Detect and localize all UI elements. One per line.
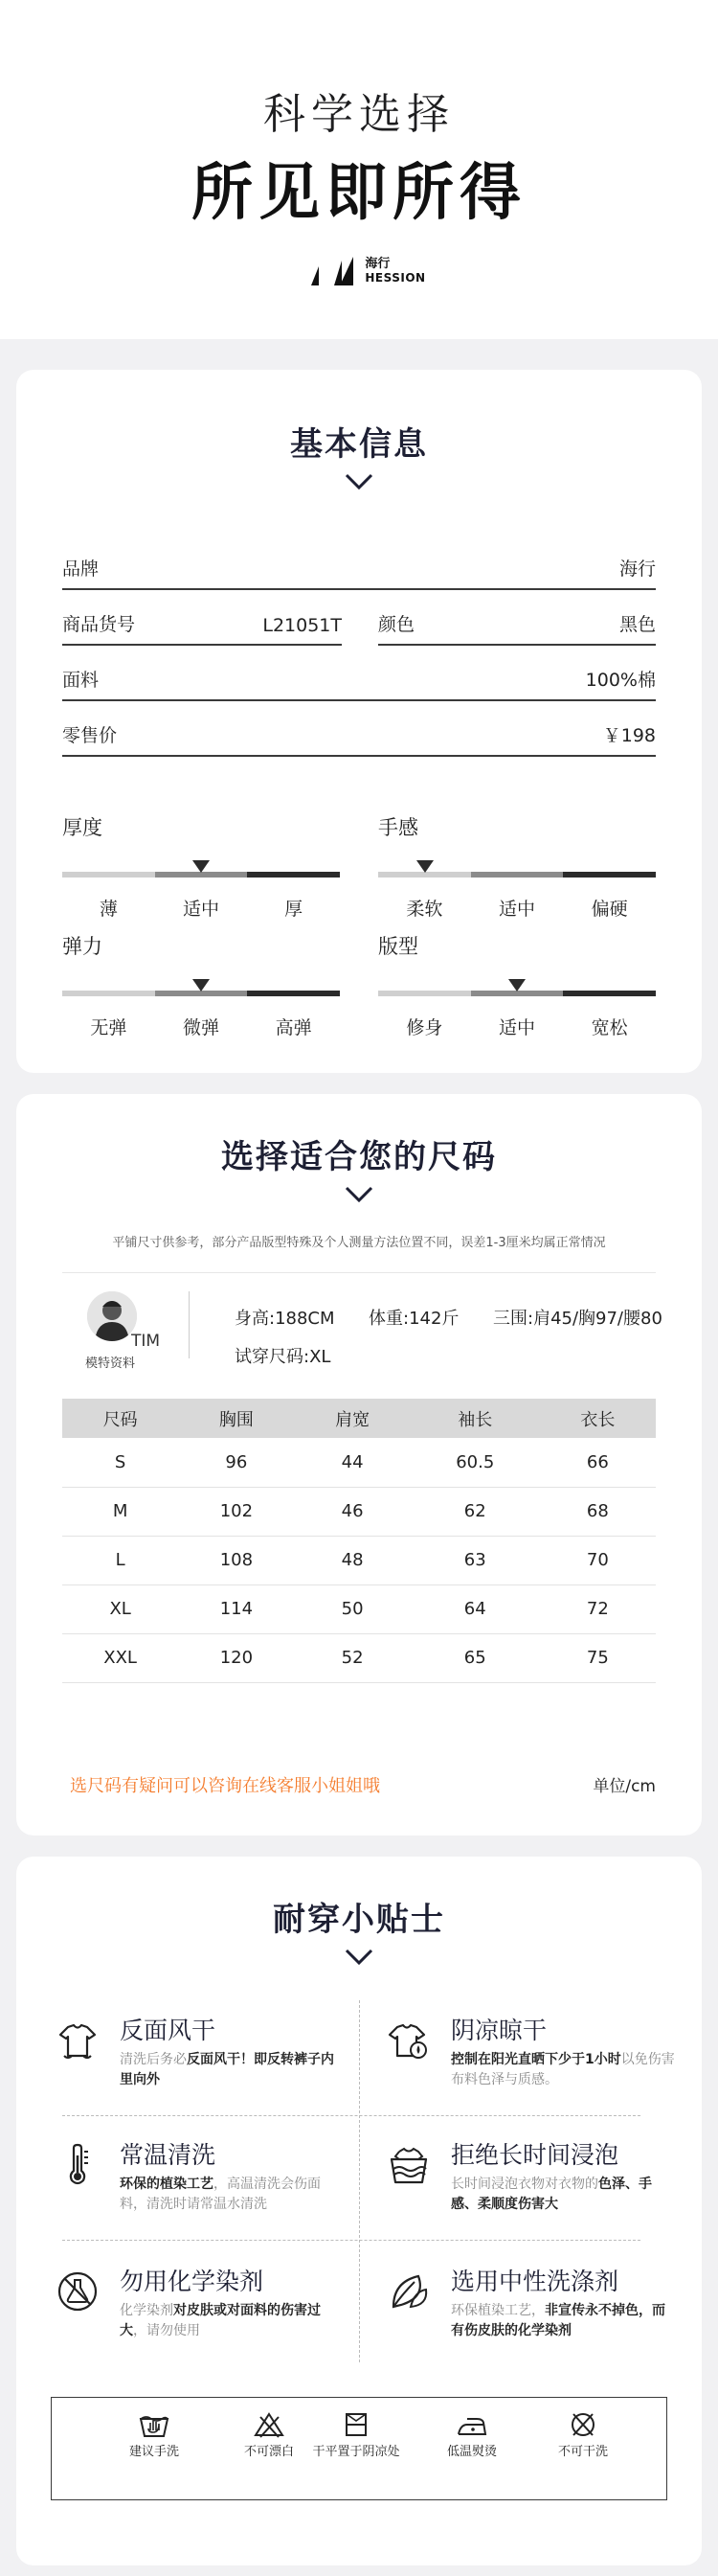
table-row <box>62 1633 656 1682</box>
sun-shirt-icon <box>386 2017 432 2063</box>
tip-item <box>55 2263 342 2368</box>
info-label: 面料 <box>62 670 100 691</box>
thermometer-icon <box>55 2142 101 2188</box>
scale-label: 弹力 <box>62 935 102 958</box>
shirt-icon <box>55 2017 101 2063</box>
table-cell: 63 <box>411 1536 540 1584</box>
tip-title: 阴凉晾干 <box>451 2017 548 2044</box>
info-value: ￥198 <box>602 725 656 746</box>
info-row-price <box>62 724 656 757</box>
scale-elasticity <box>62 931 340 1039</box>
care-item <box>101 2411 207 2461</box>
table-header-row <box>62 1399 656 1438</box>
care-item <box>530 2411 636 2461</box>
care-item <box>216 2411 322 2461</box>
scale-feel <box>378 812 656 921</box>
scale-bar <box>62 991 340 996</box>
hero-header <box>0 0 718 339</box>
table-cell: 72 <box>540 1584 656 1633</box>
table-cell: 46 <box>295 1487 411 1536</box>
info-row-color <box>378 613 656 646</box>
scale-bar <box>62 872 340 878</box>
scale-option: 适中 <box>183 899 220 920</box>
tip-item <box>386 2012 673 2117</box>
scale-pointer-icon <box>416 860 434 873</box>
care-label: 干平置于阴凉处 <box>312 2445 400 2459</box>
divider <box>62 1272 656 1273</box>
table-row <box>62 1536 656 1584</box>
table-cell: 70 <box>540 1536 656 1584</box>
table-header: 胸围 <box>178 1399 294 1438</box>
care-label: 低温熨烫 <box>446 2445 497 2459</box>
tip-item <box>386 2136 673 2242</box>
size-advice-link[interactable]: 选尺码有疑问可以咨询在线客服小姐姐哦 <box>70 1776 380 1796</box>
table-row <box>62 1438 656 1487</box>
table-cell: 102 <box>178 1487 294 1536</box>
table-cell: 60.5 <box>411 1438 540 1487</box>
table-header: 尺码 <box>62 1399 178 1438</box>
hero-subtitle: 科学选择 <box>263 90 455 139</box>
table-cell: M <box>62 1487 178 1536</box>
info-value: 黑色 <box>618 614 656 635</box>
info-value: 海行 <box>618 559 656 580</box>
table-cell: 52 <box>295 1633 411 1682</box>
care-item <box>308 2411 404 2461</box>
soak-icon <box>386 2142 432 2188</box>
tip-title: 拒绝长时间浸泡 <box>451 2141 619 2169</box>
avatar <box>87 1291 137 1341</box>
basic-info-card <box>16 370 702 1073</box>
model-name: TIM <box>131 1332 161 1351</box>
table-cell: L <box>62 1536 178 1584</box>
size-title: 选择适合您的尺码 <box>221 1138 497 1176</box>
scale-option: 柔软 <box>406 899 443 920</box>
table-cell: 108 <box>178 1536 294 1584</box>
tip-text: 环保的植染工艺，高温清洗会伤面料，清洗时请常温水清洗 <box>120 2177 321 2212</box>
flat-dry-icon <box>340 2411 372 2438</box>
scale-option: 适中 <box>499 1017 536 1038</box>
table-cell: 44 <box>295 1438 411 1487</box>
scale-option: 无弹 <box>90 1017 127 1038</box>
chevron-down-icon <box>345 1186 373 1203</box>
model-trial-size: 试穿尺码:XL <box>235 1347 331 1367</box>
care-label: 建议手洗 <box>128 2445 179 2459</box>
model-caption: 模特资料 <box>85 1356 136 1371</box>
scale-option: 宽松 <box>591 1017 628 1038</box>
table-cell: 66 <box>540 1438 656 1487</box>
hession-logo-icon <box>292 257 355 285</box>
table-cell: 64 <box>411 1584 540 1633</box>
tip-item <box>55 2012 342 2117</box>
tip-title: 反面风干 <box>120 2017 216 2044</box>
scale-option: 厚 <box>284 899 303 920</box>
leaf-icon <box>386 2268 432 2314</box>
tips-title: 耐穿小贴士 <box>273 1901 445 1939</box>
table-cell: 62 <box>411 1487 540 1536</box>
model-photo-icon <box>87 1291 137 1341</box>
table-cell: S <box>62 1438 178 1487</box>
size-unit: 单位/cm <box>593 1777 656 1796</box>
scale-option: 适中 <box>499 899 536 920</box>
info-row-fabric <box>62 669 656 701</box>
info-row-sku <box>62 613 342 646</box>
tip-text: 环保植染工艺，非宣传永不掉色，而有伤皮肤的化学染剂 <box>451 2303 665 2338</box>
table-cell: XXL <box>62 1633 178 1682</box>
scale-option: 偏硬 <box>591 899 628 920</box>
tip-item <box>386 2263 673 2368</box>
low-iron-icon <box>456 2411 488 2438</box>
info-value: 100%棉 <box>585 670 656 691</box>
table-cell: 68 <box>540 1487 656 1536</box>
scale-bar <box>378 872 656 878</box>
info-label: 颜色 <box>378 614 415 635</box>
scale-thickness <box>62 812 340 921</box>
table-header: 衣长 <box>540 1399 656 1438</box>
hero-title: 所见即所得 <box>191 158 527 229</box>
scale-bar <box>378 991 656 996</box>
chevron-down-icon <box>345 473 373 490</box>
brand-logo <box>0 257 718 285</box>
table-header: 袖长 <box>411 1399 540 1438</box>
scale-option: 微弹 <box>183 1017 220 1038</box>
scale-label: 手感 <box>378 816 418 839</box>
table-cell: 48 <box>295 1536 411 1584</box>
table-row <box>62 1584 656 1633</box>
info-value: L21051T <box>262 615 342 636</box>
table-cell: 96 <box>178 1438 294 1487</box>
table-cell: 50 <box>295 1584 411 1633</box>
no-chemical-icon <box>55 2268 101 2314</box>
size-table <box>62 1399 656 1683</box>
scale-pointer-icon <box>508 979 526 992</box>
scale-pointer-icon <box>192 979 210 992</box>
info-label: 品牌 <box>62 559 100 580</box>
info-row-brand <box>62 558 656 590</box>
info-label: 商品货号 <box>62 614 136 635</box>
table-cell: 65 <box>411 1633 540 1682</box>
scale-option: 高弹 <box>275 1017 312 1038</box>
model-info <box>62 1286 675 1371</box>
table-cell: 75 <box>540 1633 656 1682</box>
scale-label: 厚度 <box>62 816 102 839</box>
table-cell: 120 <box>178 1633 294 1682</box>
tip-text: 清洗后务必反面风干！即反转裤子内里向外 <box>120 2052 334 2087</box>
no-bleach-icon <box>253 2411 285 2438</box>
care-item <box>419 2411 525 2461</box>
tip-title: 选用中性洗涤剂 <box>451 2268 619 2295</box>
model-measurements: 三围:肩45/胸97/腰80 <box>493 1309 662 1329</box>
tip-item <box>55 2136 342 2242</box>
divider <box>189 1291 190 1358</box>
tip-title: 勿用化学染剂 <box>120 2268 264 2295</box>
scale-option: 修身 <box>406 1017 443 1038</box>
size-card <box>16 1094 702 1835</box>
model-height: 身高:188CM <box>235 1309 335 1329</box>
care-label: 不可干洗 <box>557 2445 608 2459</box>
care-tips-card <box>16 1857 702 2565</box>
tip-text: 化学染剂对皮肤或对面料的伤害过大，请勿使用 <box>120 2303 321 2338</box>
chevron-down-icon <box>345 1949 373 1966</box>
care-label: 不可漂白 <box>243 2445 294 2459</box>
no-dry-clean-icon <box>567 2411 599 2438</box>
scale-label: 版型 <box>378 935 418 958</box>
size-note: 平铺尺寸供参考，部分产品版型特殊及个人测量方法位置不同，误差1-3厘米均属正常情况 <box>112 1236 606 1250</box>
scale-option: 薄 <box>99 899 118 920</box>
basic-info-title: 基本信息 <box>290 425 428 464</box>
table-header: 肩宽 <box>295 1399 411 1438</box>
divider <box>359 2000 360 2362</box>
scale-fit <box>378 931 656 1039</box>
tip-title: 常温清洗 <box>120 2141 216 2169</box>
model-weight: 体重:142斤 <box>369 1309 460 1329</box>
care-label-strip <box>51 2397 667 2500</box>
table-cell: 114 <box>178 1584 294 1633</box>
brand-name-cn: 海行 <box>365 257 391 271</box>
info-label: 零售价 <box>62 725 118 746</box>
brand-name-en: HESSION <box>365 271 426 285</box>
table-cell: XL <box>62 1584 178 1633</box>
tip-text: 长时间浸泡衣物对衣物的色泽、手感、柔顺度伤害大 <box>451 2177 652 2212</box>
scale-pointer-icon <box>192 860 210 873</box>
hand-wash-icon <box>138 2411 170 2438</box>
table-row <box>62 1487 656 1536</box>
tip-text: 控制在阳光直晒下少于1小时以免伤害布料色泽与质感。 <box>451 2052 675 2087</box>
